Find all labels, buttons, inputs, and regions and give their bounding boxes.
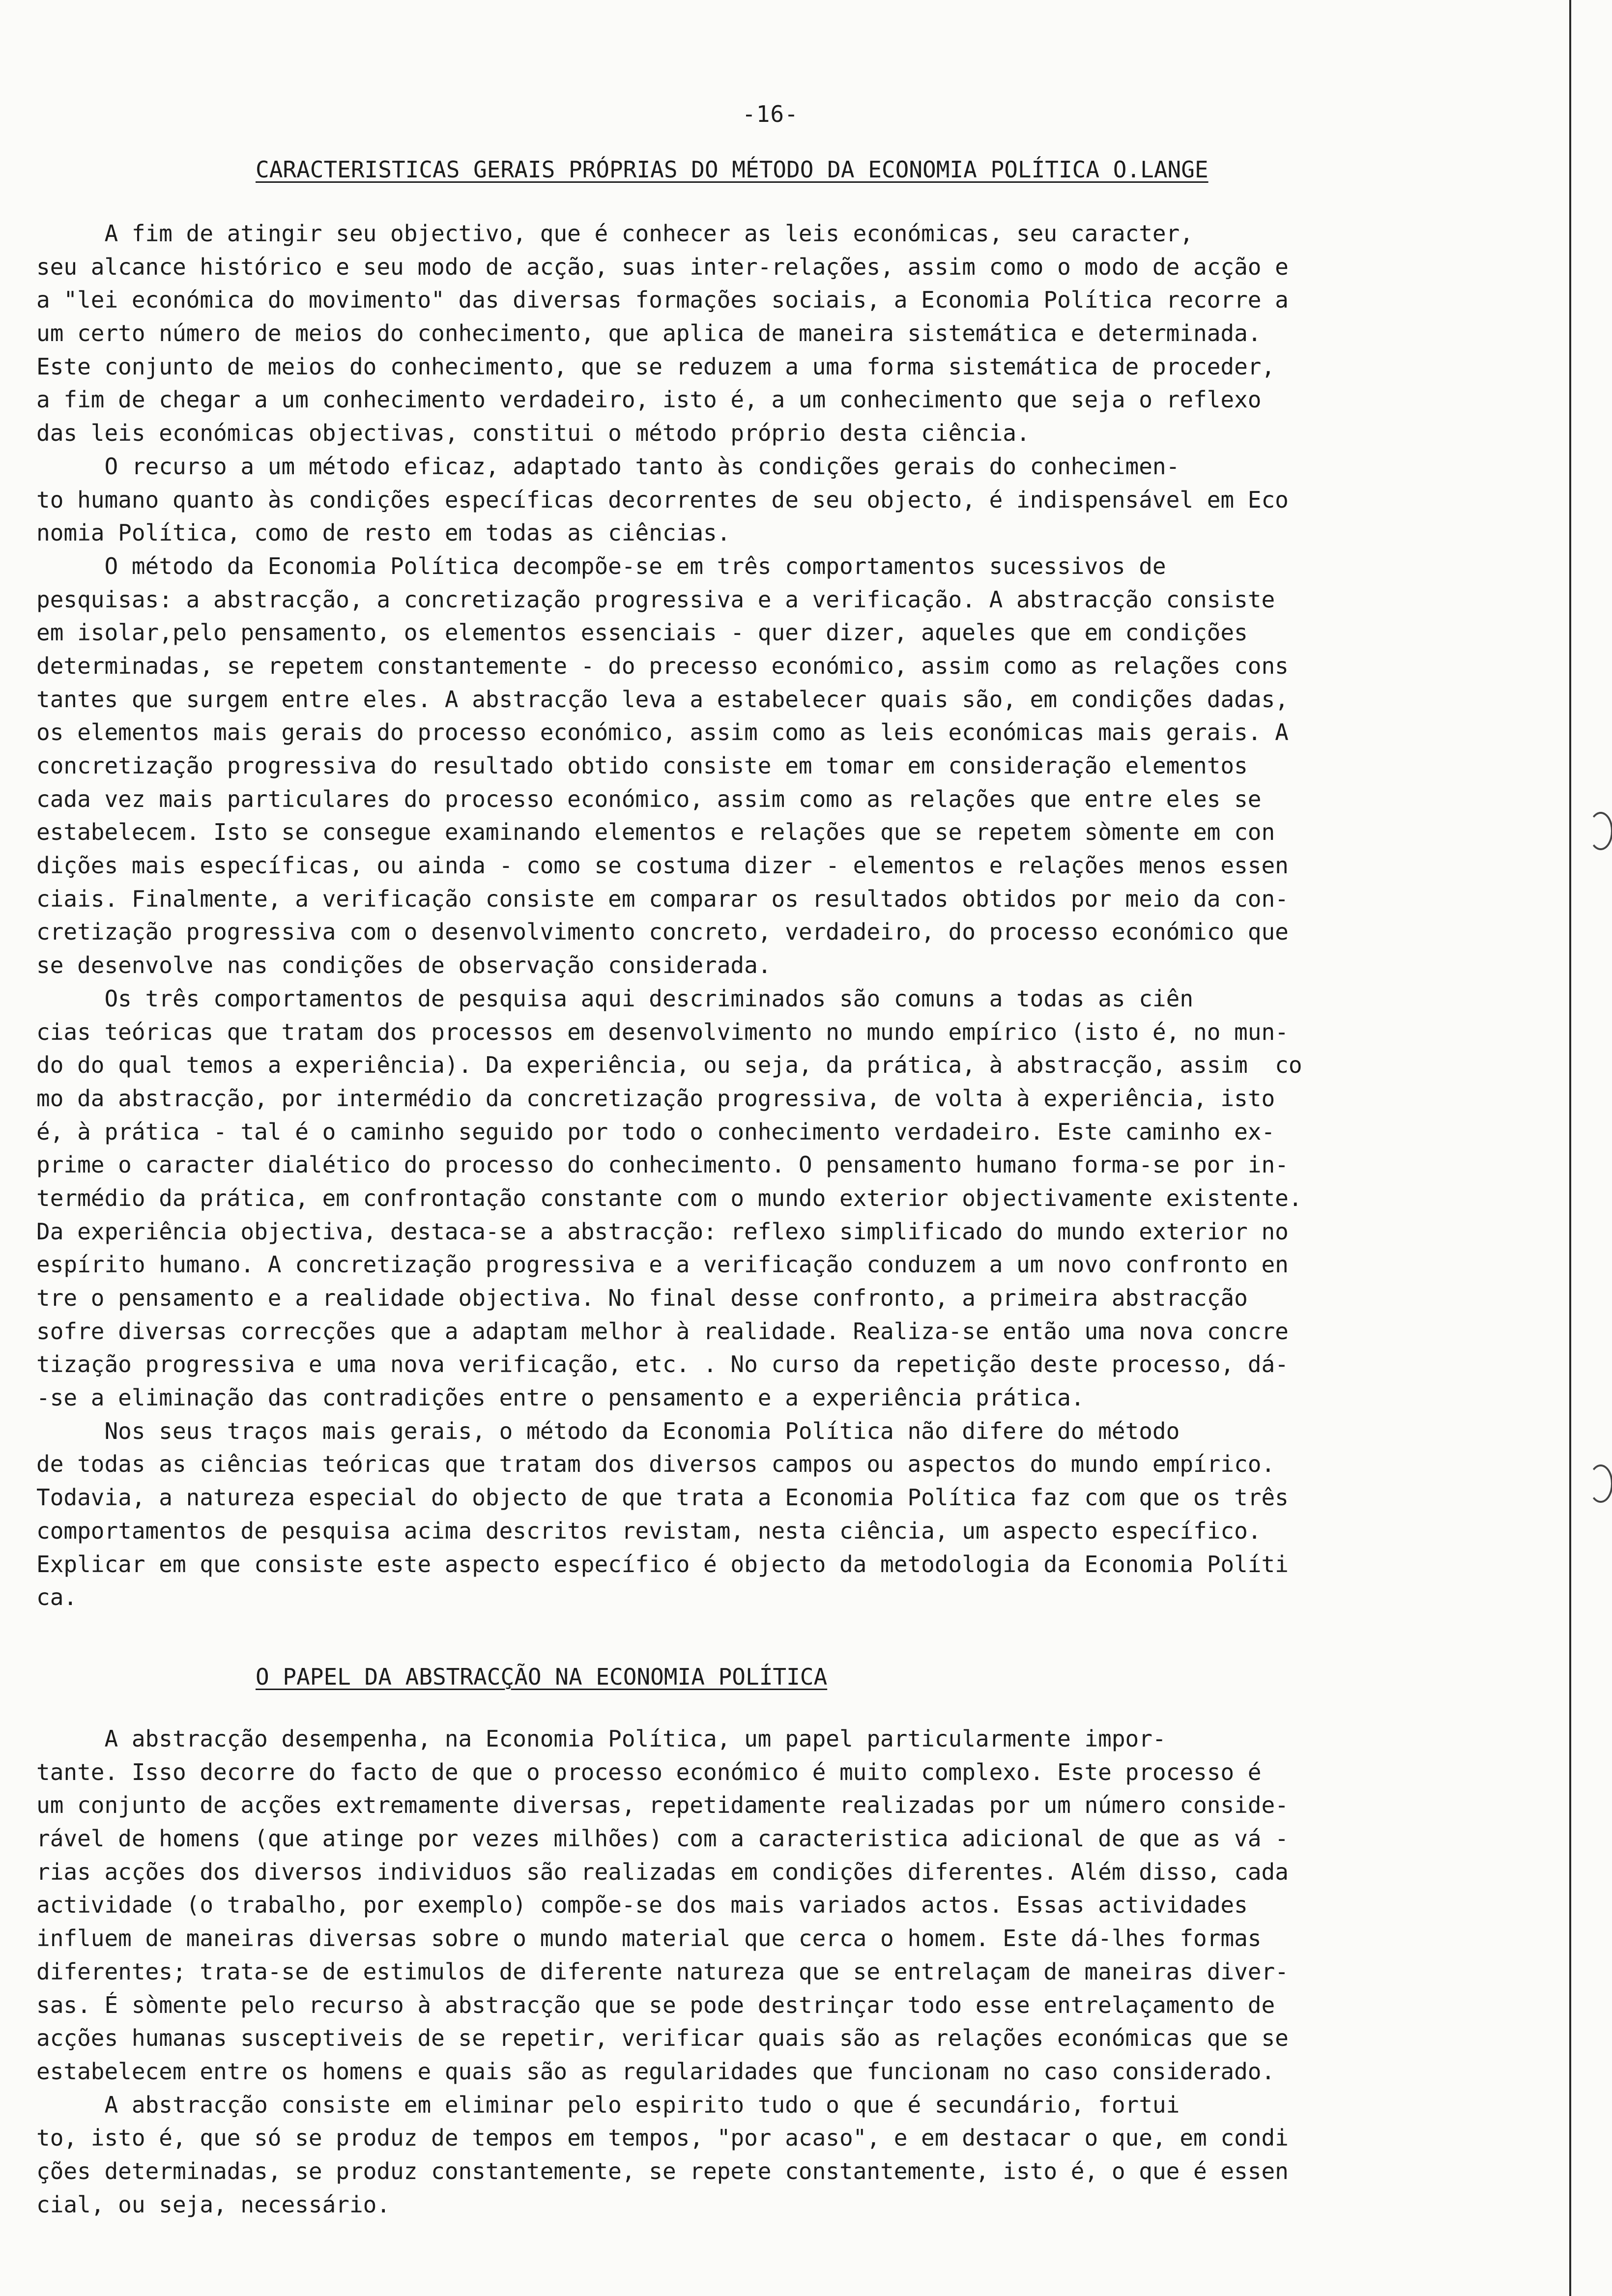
section-body-characteristics [36,217,1560,1614]
text-line: prime o caracter dialético do processo do conhecimento. O pensamento humano forma-se por in- [36,1151,1289,1178]
section-heading-abstraction: O PAPEL DA ABSTRACÇÃO NA ECONOMIA POLÍTICA [256,1664,828,1690]
section-body-abstraction [36,1722,1560,2221]
text-line: mo da abstracção, por intermédio da concretização progressiva, de volta à experiência, isto [36,1085,1275,1112]
text-line: a "lei económica do movimento" das diversas formações sociais, a Economia Política recorre a [36,287,1289,314]
text-line: termédio da prática, em confrontação constante com o mundo exterior objectivamente existente. [36,1184,1302,1211]
text-line: um conjunto de acções extremamente diversas, repetidamente realizadas por um número conside- [36,1792,1289,1819]
text-line: é, à prática - tal é o caminho seguido por todo o conhecimento verdadeiro. Este caminho ex- [36,1118,1275,1145]
page-edge-line [1569,0,1571,2296]
text-line: nomia Política, como de resto em todas as ciências. [36,519,731,546]
text-line: Nos seus traços mais gerais, o método da Economia Política não difere do método [36,1417,1180,1444]
text-line: cada vez mais particulares do processo económico, assim como as relações que entre eles se [36,785,1262,812]
text-line: ca. [36,1584,78,1611]
margin-punch-mark [1588,1464,1612,1503]
text-line: seu alcance histórico e seu modo de acção, suas inter-relações, assim como o modo de acção e [36,253,1289,280]
text-line: tante. Isso decorre do facto de que o processo económico é muito complexo. Este processo é [36,1758,1262,1785]
text-line: cretização progressiva com o desenvolvimento concreto, verdadeiro, do processo económico que [36,918,1289,946]
text-line: to humano quanto às condições específicas decorrentes de seu objecto, é indispensável em Eco [36,486,1289,513]
text-line: rias acções dos diversos individuos são realizadas em condições diferentes. Além disso, cada [36,1858,1289,1885]
text-line: cial, ou seja, necessário. [36,2191,391,2218]
text-line: do do qual temos a experiência). Da experiência, ou seja, da prática, à abstracção, assim co [36,1052,1302,1079]
text-line: acções humanas susceptiveis de se repetir, verificar quais são as relações económicas que se [36,2025,1289,2052]
text-line: cias teóricas que tratam dos processos em desenvolvimento no mundo empírico (isto é, no mun- [36,1018,1289,1045]
text-line: os elementos mais gerais do processo económico, assim como as leis económicas mais gerais. A [36,719,1289,746]
text-line: A fim de atingir seu objectivo, que é conhecer as leis económicas, seu caracter, [36,220,1194,247]
margin-punch-mark [1588,812,1612,850]
text-line: -se a eliminação das contradições entre o pensamento e a experiência prática. [36,1384,1085,1411]
text-line: Todavia, a natureza especial do objecto de que trata a Economia Política faz com que os três [36,1484,1289,1511]
text-line: A abstracção desempenha, na Economia Política, um papel particularmente impor- [36,1725,1166,1752]
text-line: das leis económicas objectivas, constitui o método próprio desta ciência. [36,420,1030,447]
text-line: tantes que surgem entre eles. A abstracção leva a estabelecer quais são, em condições dadas, [36,686,1289,713]
text-line: concretização progressiva do resultado obtido consiste em tomar em consideração elementos [36,752,1248,779]
text-line: Os três comportamentos de pesquisa aqui descriminados são comuns a todas as ciên [36,985,1194,1012]
text-line: ciais. Finalmente, a verificação consiste em comparar os resultados obtidos por meio da con- [36,885,1289,912]
text-line: Este conjunto de meios do conhecimento, que se reduzem a uma forma sistemática de proceder, [36,353,1275,380]
text-line: sas. É sòmente pelo recurso à abstracção que se pode destrinçar todo esse entrelaçamento de [36,1991,1275,2018]
text-line: Da experiência objectiva, destaca-se a abstracção: reflexo simplificado do mundo exterior no [36,1218,1289,1245]
text-line: O método da Economia Política decompõe-se em três comportamentos sucessivos de [36,552,1166,579]
text-line: sofre diversas correcções que a adaptam melhor à realidade. Realiza-se então uma nova concre [36,1318,1289,1345]
text-line: comportamentos de pesquisa acima descritos revistam, nesta ciência, um aspecto específico. [36,1517,1262,1544]
text-line: tre o pensamento e a realidade objectiva. No final desse confronto, a primeira abstracção [36,1285,1248,1311]
text-line: a fim de chegar a um conhecimento verdadeiro, isto é, a um conhecimento que seja o reflexo [36,386,1262,413]
text-line: se desenvolve nas condições de observação considerada. [36,952,772,979]
text-line: rável de homens (que atinge por vezes milhões) com a caracteristica adicional de que as vá - [36,1825,1289,1852]
text-line: em isolar,pelo pensamento, os elementos essenciais - quer dizer, aqueles que em condições [36,619,1248,646]
text-line: diferentes; trata-se de estimulos de diferente natureza que se entrelaçam de maneiras diver- [36,1958,1289,1985]
text-line: dições mais específicas, ou ainda - como se costuma dizer - elementos e relações menos essen [36,852,1289,879]
text-line: ções determinadas, se produz constantemente, se repete constantemente, isto é, o que é essen [36,2157,1289,2184]
text-line: estabelecem entre os homens e quais são as regularidades que funcionam no caso considerado. [36,2058,1275,2085]
text-line: estabelecem. Isto se consegue examinando elementos e relações que se repetem sòmente em con [36,819,1275,846]
text-line: pesquisas: a abstracção, a concretização progressiva e a verificação. A abstracção consiste [36,586,1275,613]
text-line: de todas as ciências teóricas que tratam dos diversos campos ou aspectos do mundo empírico. [36,1451,1275,1478]
text-line: tização progressiva e uma nova verificação, etc. . No curso da repetição deste processo, dá- [36,1351,1289,1378]
page-number: -16- [742,101,799,127]
text-line: actividade (o trabalho, por exemplo) compõe-se dos mais variados actos. Essas actividades [36,1892,1248,1919]
text-line: Explicar em que consiste este aspecto específico é objecto da metodologia da Economia Políti [36,1550,1289,1578]
text-line: to, isto é, que só se produz de tempos em tempos, "por acaso", e em destacar o que, em condi [36,2124,1289,2152]
text-line: um certo número de meios do conhecimento, que aplica de maneira sistemática e determinada. [36,320,1262,347]
section-heading-characteristics: CARACTERISTICAS GERAIS PRÓPRIAS DO MÉTODO DA ECONOMIA POLÍTICA O.LANGE [256,156,1209,183]
text-line: A abstracção consiste em eliminar pelo espirito tudo o que é secundário, fortui [36,2091,1180,2118]
text-line: influem de maneiras diversas sobre o mundo material que cerca o homem. Este dá-lhes formas [36,1925,1262,1952]
text-line: espírito humano. A concretização progressiva e a verificação conduzem a um novo confronto en [36,1251,1289,1278]
text-line: O recurso a um método eficaz, adaptado tanto às condições gerais do conhecimen- [36,453,1180,480]
text-line: determinadas, se repetem constantemente - do precesso económico, assim como as relações cons [36,652,1289,679]
